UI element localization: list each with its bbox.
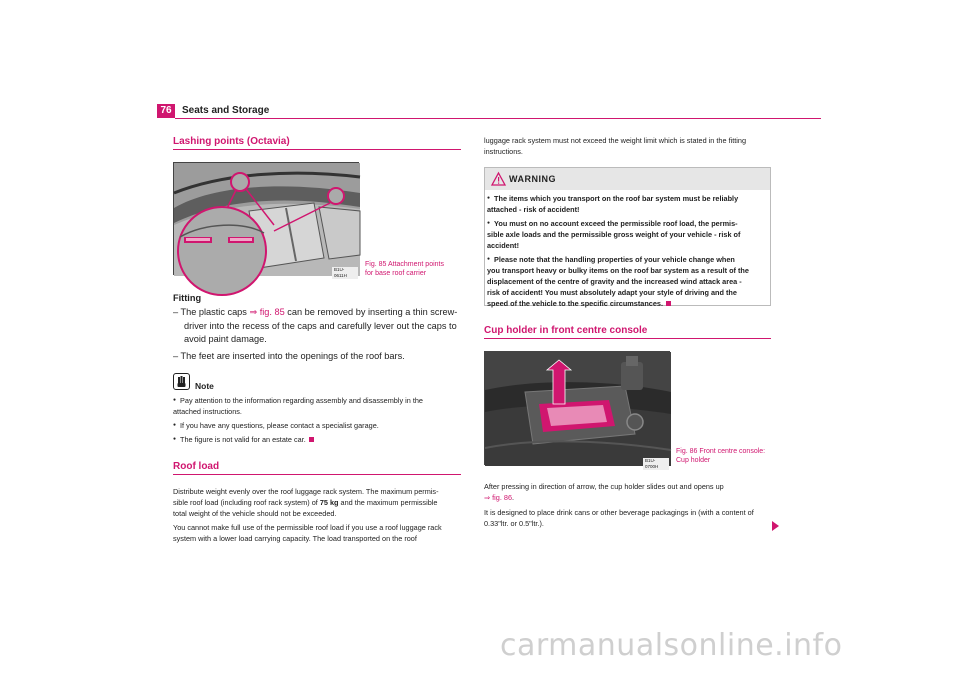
warning-item-3: ● Please note that the handling properties of your vehicle change when you transport heavy or bulky items on the roof bar system as a result of the displacement of the centre of gravity and the increased wind attack area - risk of accident! You must absolutely adapt your style of driving and the speed of the vehicle to the specific circumstances.: [487, 254, 749, 309]
next-page-arrow-icon[interactable]: [772, 521, 779, 531]
warning-triangle-icon: [491, 172, 506, 186]
warning-item-2: ● You must on no account exceed the permissible roof load, the permis- sible axle loads and the permissible gross weight of your vehicle - risk of accident!: [487, 218, 740, 251]
roof-load-title: Roof load: [173, 461, 220, 472]
roof-load-paragraph-2: You cannot make full use of the permissible roof load if you use a roof luggage rack system with a lower load carrying capacity. The load transported on the roof: [173, 523, 442, 543]
roof-load-paragraph-2-continued: luggage rack system must not exceed the weight limit which is stated in the fitting instructions.: [484, 136, 747, 156]
cup-holder-paragraph-1: After pressing in direction of arrow, the cup holder slides out and opens up ⇒ fig. 86.: [484, 482, 724, 502]
cup-holder-title: Cup holder in front centre console: [484, 325, 648, 336]
warning-box: [484, 167, 771, 306]
figure-86-code: B1U-0700H: [643, 458, 669, 470]
figure-85-code: B1U-0611H: [332, 267, 358, 279]
watermark: carmanualsonline.info: [500, 628, 843, 663]
note-hand-icon: [174, 374, 189, 389]
warning-header: [485, 168, 770, 190]
fig-85-link[interactable]: ⇒ fig. 85: [249, 307, 285, 317]
fig-86-link[interactable]: ⇒ fig. 86: [484, 493, 513, 502]
end-mark: [666, 301, 671, 306]
cup-holder-illustration: [485, 352, 671, 466]
figure-85-attachment-points: [173, 162, 359, 278]
header-rule: [175, 118, 821, 119]
figure-86-cup-holder: [484, 351, 670, 469]
fitting-step-2: – The feet are inserted into the openings of the roof bars.: [173, 351, 405, 361]
note-label: Note: [195, 381, 214, 391]
figure-85-caption: Fig. 85 Attachment points for base roof carrier: [365, 261, 444, 277]
note-item-2: ● If you have any questions, please contact a specialist garage.: [173, 420, 423, 431]
roof-attachment-illustration: [174, 163, 360, 276]
lashing-title-rule: [173, 149, 461, 150]
section-title: Seats and Storage: [182, 105, 270, 116]
note-list: ● Pay attention to the information regarding assembly and disassembly in the attached instructions. ● If you have any questions, please contact a specialist garage. ● The figure is not valid for an estate car.: [173, 395, 423, 445]
fitting-heading: Fitting: [173, 293, 202, 303]
fitting-step-1: – The plastic caps ⇒ fig. 85 can be removed by inserting a thin screw- driver into the recess of the caps and carefully lever out the caps to avoid paint damage.: [173, 307, 458, 344]
warning-item-1: ● The items which you transport on the roof bar system must be reliably attached - risk of accident!: [487, 193, 738, 215]
cup-holder-title-rule: [484, 338, 771, 339]
note-icon: [173, 373, 190, 390]
end-mark: [309, 437, 314, 442]
cup-holder-paragraph-2: It is designed to place drink cans or other beverage packagings in (with a content of 0.33"ltr. or 0.5"ltr.).: [484, 508, 754, 528]
lashing-title: Lashing points (Octavia): [173, 136, 290, 147]
page-number: 76: [157, 104, 175, 118]
roof-load-title-rule: [173, 474, 461, 475]
roof-load-paragraph-1: Distribute weight evenly over the roof luggage rack system. The maximum permis- sible roof load (including roof rack system) of 75 kg and the maximum permissible total weight of the vehicle should not be exceeded.: [173, 487, 439, 518]
warning-label: WARNING: [509, 174, 556, 184]
note-item-3: ● The figure is not valid for an estate car.: [173, 434, 423, 445]
figure-86-caption: Fig. 86 Front centre console: Cup holder: [676, 448, 766, 464]
note-item-1: ● Pay attention to the information regarding assembly and disassembly in the: [173, 395, 423, 406]
max-roof-load: 75 kg: [319, 498, 339, 507]
